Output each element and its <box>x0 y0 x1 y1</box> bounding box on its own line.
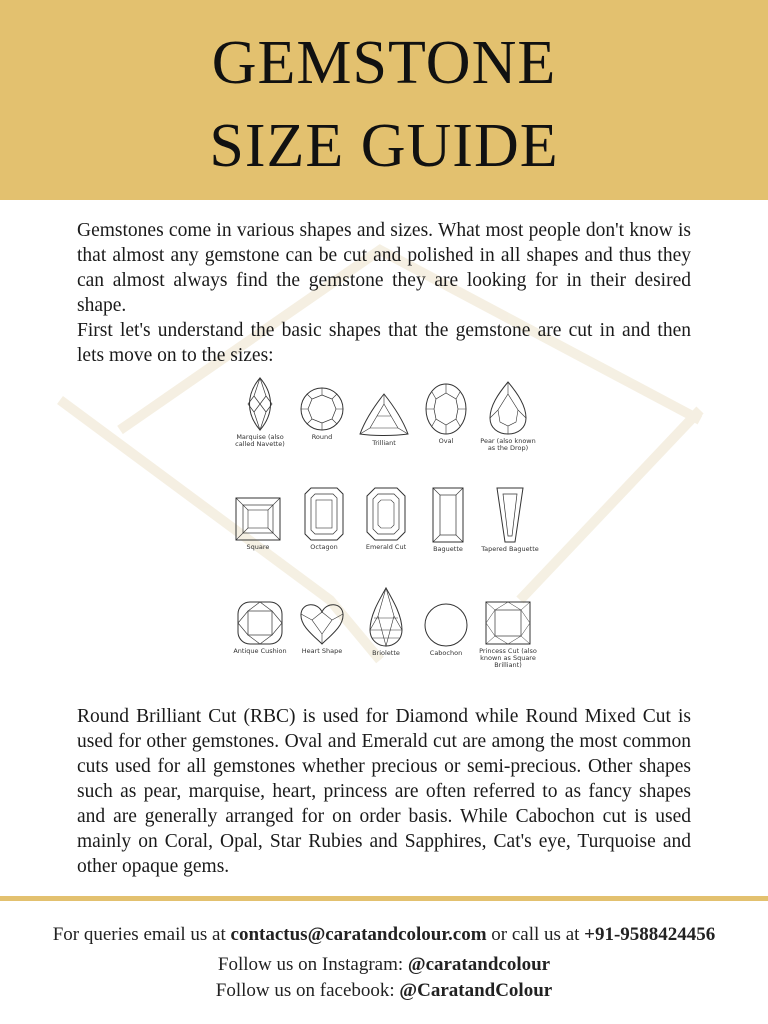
round-icon <box>298 386 346 432</box>
queries-middle: or call us at <box>486 924 585 945</box>
shape-trilliant <box>352 392 416 447</box>
shape-round <box>290 386 354 441</box>
tapered-baguette-icon <box>495 486 525 544</box>
page-title-line2: SIZE GUIDE <box>209 112 559 180</box>
shape-oval <box>414 382 478 445</box>
shape-octagon <box>292 486 356 551</box>
shape-square <box>226 496 290 551</box>
shape-cabochon <box>414 602 478 657</box>
heart-icon <box>298 600 346 646</box>
shape-label: Briolette <box>372 649 400 657</box>
briolette-icon <box>368 586 404 648</box>
cabochon-icon <box>422 602 470 648</box>
queries-prefix: For queries email us at <box>52 924 231 945</box>
emerald-cut-icon <box>365 486 407 542</box>
contact-line <box>0 924 768 946</box>
instagram-handle-link[interactable]: @caratandcolour <box>407 954 551 975</box>
antique-cushion-icon <box>236 600 284 646</box>
oval-icon <box>424 382 468 436</box>
shape-label: Heart Shape <box>301 647 343 655</box>
shape-label: Tapered Baguette <box>481 545 539 553</box>
facebook-handle-link[interactable]: @CaratandColour <box>399 980 553 1001</box>
phone-link[interactable]: +91-9588424456 <box>584 924 716 945</box>
email-link[interactable]: contactus@caratandcolour.com <box>230 924 487 945</box>
square-icon <box>234 496 282 542</box>
shape-label: Round <box>311 433 333 441</box>
page-title-line1: GEMSTONE <box>211 29 557 97</box>
marquise-icon <box>243 376 277 432</box>
shape-antique-cushion <box>228 600 292 655</box>
octagon-icon <box>303 486 345 542</box>
shape-label: Princess Cut (also known as Square Brilliant) <box>479 647 537 669</box>
shape-label: Antique Cushion <box>233 647 287 655</box>
shape-label: Pear (also known as the Drop) <box>480 437 536 452</box>
pear-icon <box>488 380 528 436</box>
shape-label: Marquise (also called Navette) <box>235 433 285 448</box>
intro-paragraph-1: Gemstones come in various shapes and sizes. What most people don't know is that almost any gemstone can be cut and polished in all shapes and thus they can almost always find the gemstone they are looking for in their desired shape. <box>77 220 691 316</box>
instagram-prefix: Follow us on Instagram: <box>217 954 408 975</box>
footer-divider <box>0 896 768 901</box>
facebook-prefix: Follow us on facebook: <box>215 980 400 1001</box>
shape-label: Octagon <box>310 543 338 551</box>
shape-label: Trilliant <box>372 439 396 447</box>
shape-label: Cabochon <box>429 649 463 657</box>
shape-marquise <box>228 376 292 448</box>
trilliant-icon <box>358 392 410 438</box>
shape-briolette <box>354 586 418 657</box>
princess-cut-icon <box>484 600 532 646</box>
facebook-line <box>0 980 768 1002</box>
body-paragraph: Round Brilliant Cut (RBC) is used for Diamond while Round Mixed Cut is used for other gemstones. Oval and Emerald cut are among the most common cuts used for all gemstones whether precious or semi-precious. Other shapes such as pear, marquise, heart, princess are often referred to as fancy shapes and are generally arranged for on order basis. While Cabochon cut is used mainly on Coral, Opal, Star Rubies and Sapphires, Cat's eye, Turquoise and other opaque gems. <box>77 706 691 877</box>
shape-princess-cut <box>476 600 540 669</box>
shape-label: Oval <box>438 437 454 445</box>
header-banner <box>0 0 768 200</box>
shape-heart <box>290 600 354 655</box>
instagram-line <box>0 954 768 976</box>
shape-label: Emerald Cut <box>365 543 407 551</box>
shape-baguette <box>416 486 480 553</box>
shape-label: Square <box>246 543 270 551</box>
baguette-icon <box>431 486 465 544</box>
shape-label: Baguette <box>433 545 463 553</box>
shape-emerald-cut <box>354 486 418 551</box>
intro-paragraph-2: First let's understand the basic shapes that the gemstone are cut in and then lets move on to the sizes: <box>77 320 691 366</box>
shape-tapered-baguette <box>478 486 542 553</box>
shape-pear <box>476 380 540 452</box>
gem-shapes-chart <box>222 376 548 680</box>
